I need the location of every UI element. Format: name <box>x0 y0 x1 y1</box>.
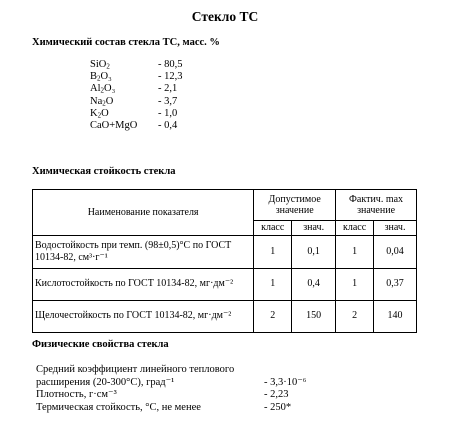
cell-actual-value: 0,04 <box>374 235 417 268</box>
cell-actual-class: 1 <box>336 235 374 268</box>
subheader-value: знач. <box>374 221 417 236</box>
property-label: Средний коэффициент линейного теплового расширения (20-300°С), град⁻¹ <box>36 364 235 388</box>
subheader-class: класс <box>254 221 292 236</box>
column-header-name: Наименование показателя <box>33 190 254 236</box>
table-row <box>33 300 417 332</box>
cell-name: Водостойкость при темп. (98±0,5)°С по ГОСТ 10134-82, см³·г⁻¹ <box>33 235 254 268</box>
property-value: - 250* <box>264 401 292 413</box>
formula: $Na_2O$ <box>90 95 114 108</box>
document-title: Стекло ТС <box>191 9 259 24</box>
list-item <box>90 71 183 83</box>
formula: CaO+MgO <box>90 119 138 131</box>
list-item <box>90 108 183 120</box>
physical-heading: Физические свойства стекла <box>32 339 169 350</box>
list-item <box>36 389 306 402</box>
property-value: - 2,23 <box>264 389 289 401</box>
cell-name: Кислотостойкость по ГОСТ 10134-82, мг·дм⁻² <box>33 268 254 300</box>
property-value: - 3,3·10⁻⁶ <box>264 376 307 388</box>
value: - 1,0 <box>158 107 178 119</box>
composition-heading: Химический состав стекла ТС, масс. % <box>32 37 220 48</box>
list-item <box>90 120 183 132</box>
cell-allowed-value: 0,1 <box>292 235 336 268</box>
value: - 80,5 <box>158 59 183 70</box>
cell-actual-value: 0,37 <box>374 268 417 300</box>
column-header-allowed: Допустимое значение <box>254 190 336 221</box>
subheader-value: знач. <box>292 221 336 236</box>
property-label: Термическая стойкость, °С, не менее <box>36 401 201 413</box>
cell-allowed-class: 1 <box>254 268 292 300</box>
formula: $K_2O$ <box>90 107 109 120</box>
column-header-actual: Фактич. max значение <box>336 190 417 221</box>
cell-allowed-value: 150 <box>292 300 336 332</box>
cell-allowed-value: 0,4 <box>292 268 336 300</box>
subheader-class: класс <box>336 221 374 236</box>
list-item <box>36 402 306 415</box>
resistance-heading: Химическая стойкость стекла <box>32 166 176 177</box>
property-label: Плотность, г·см⁻³ <box>36 389 117 401</box>
cell-actual-class: 2 <box>336 300 374 332</box>
cell-allowed-class: 1 <box>254 235 292 268</box>
formula: $Al_2O_3$ <box>90 83 116 95</box>
value: - 2,1 <box>158 83 178 95</box>
value: - 3,7 <box>158 95 178 107</box>
table-row <box>33 268 417 300</box>
physical-list <box>36 364 306 414</box>
cell-allowed-class: 2 <box>254 300 292 332</box>
resistance-table <box>32 189 417 333</box>
composition-list <box>90 59 183 132</box>
value: - 0,4 <box>158 119 178 131</box>
value: - 12,3 <box>158 71 183 83</box>
cell-actual-class: 1 <box>336 268 374 300</box>
list-item <box>90 83 183 95</box>
formula: $B_2O_3$ <box>90 71 112 83</box>
list-item <box>36 364 306 389</box>
cell-actual-value: 140 <box>374 300 417 332</box>
formula: SiO$_2$ <box>90 59 110 71</box>
list-item <box>90 59 183 71</box>
cell-name: Щелочестойкость по ГОСТ 10134-82, мг·дм⁻² <box>33 300 254 332</box>
table-row <box>33 235 417 268</box>
list-item <box>90 96 183 108</box>
